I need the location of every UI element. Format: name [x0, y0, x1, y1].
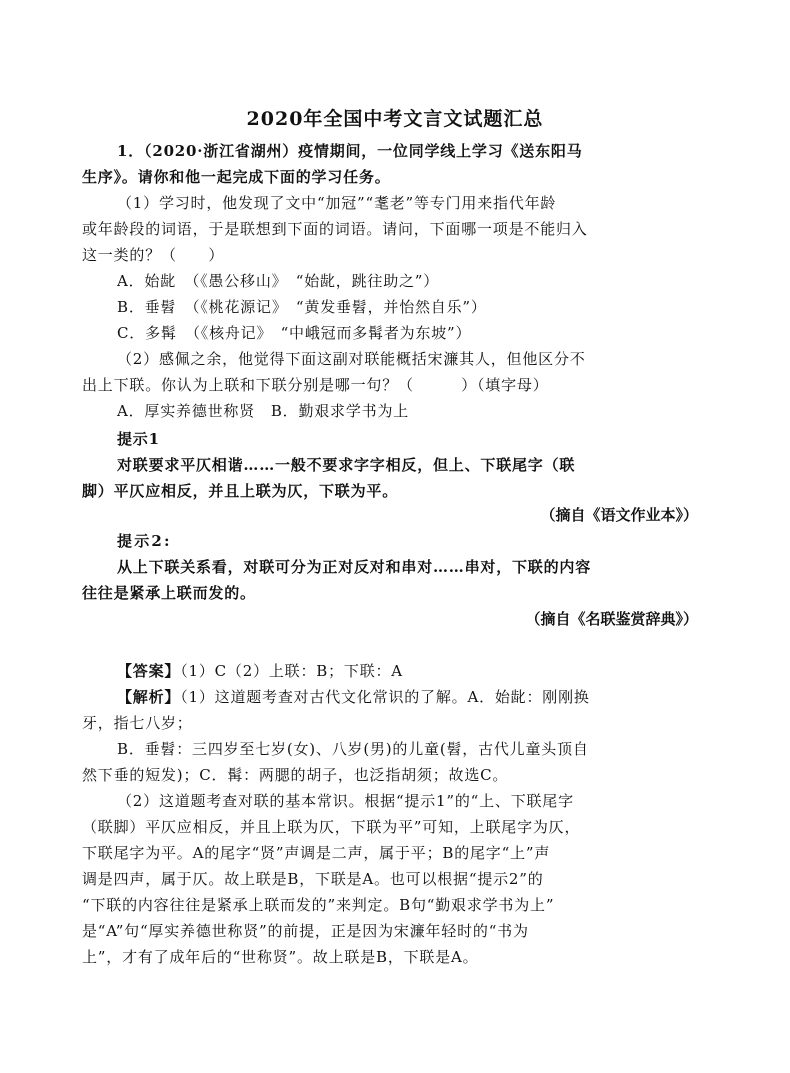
question-stem-line-2: 生序》。请你和他一起完成下面的学习任务。	[82, 168, 391, 186]
option-b: B．垂髫 （《桃花源记》 “黄发垂髫，并怡然自乐”）	[117, 298, 487, 316]
analysis-line-2: 牙，指七八岁；	[82, 714, 193, 732]
analysis-line-6: （联脚）平仄应相反，并且上联为仄，下联为平”可知，上联尾字为仄，	[82, 818, 581, 836]
hint2-source: （摘自《名联鉴赏辞典》）	[525, 610, 698, 628]
part1-line-3: 这一类的？（ ）	[82, 246, 225, 264]
analysis-line-3: B．垂髫：三四岁至七岁(女)、八岁(男)的儿童(髫，古代儿童头顶自	[117, 740, 589, 758]
analysis-line-1	[117, 686, 590, 708]
analysis-line-9: “下联的内容往往是紧承上联而发的”来判定。B句“勤艰求学书为上”	[82, 896, 555, 914]
part2-line-2: 出上下联。你认为上联和下联分别是哪一句？（ ）（填字母）	[82, 376, 549, 394]
analysis-line-8: 调是四声，属于仄。故上联是B，下联是A。也可以根据“提示2”的	[82, 870, 544, 888]
option-c: C．多髯 （《核舟记》 “中峨冠而多髯者为东坡”）	[117, 324, 472, 342]
hint1-source: （摘自《语文作业本》）	[540, 506, 698, 524]
hint2-label: 提示2:	[117, 532, 172, 550]
analysis-text-1: （1）这道题考查对古代文化常识的了解。A．始龀：刚刚换	[180, 688, 590, 706]
hint1-line-2: 脚）平仄应相反，并且上联为仄，下联为平。	[82, 482, 399, 500]
question-stem-line-1: 1．（2020·浙江省湖州）疫情期间，一位同学线上学习《送东阳马	[117, 142, 583, 160]
part2-line-1: （2）感佩之余，他觉得下面这副对联能概括宋濂其人，但他区分不	[117, 350, 586, 368]
answer-text: （1）C（2）上联：B；下联：A	[180, 662, 403, 680]
hint2-line-2: 往往是紧承上联而发的。	[82, 584, 256, 602]
hint1-label: 提示1	[117, 430, 160, 448]
option-a: A．始龀 （《愚公移山》 “始龀，跳往助之”）	[117, 272, 440, 290]
answer-line	[117, 660, 403, 682]
hint1-line-1: 对联要求平仄相谐……一般不要求字字相反，但上、下联尾字（联	[117, 456, 576, 474]
analysis-label: 【解析】	[117, 688, 181, 706]
hint2-line-1: 从上下联关系看，对联可分为正对反对和串对……串对，下联的内容	[117, 558, 592, 576]
analysis-line-4: 然下垂的短发)；C．髯：两腮的胡子，也泛指胡须；故选C。	[82, 766, 509, 784]
analysis-line-11: 上”，才有了成年后的“世称贤”。故上联是B，下联是A。	[82, 948, 479, 966]
analysis-line-5: （2）这道题考查对联的基本常识。根据“提示1”的“上、下联尾字	[117, 792, 574, 810]
part2-options: A．厚实养德世称贤 B．勤艰求学书为上	[117, 402, 410, 420]
part1-line-2: 或年龄段的词语，于是联想到下面的词语。请问，下面哪一项是不能归入	[82, 220, 588, 238]
part1-line-1: （1）学习时，他发现了文中“加冠”“耄老”等专门用来指代年龄	[117, 194, 557, 212]
analysis-line-10: 是“A”句“厚实养德世称贤”的前提，正是因为宋濂年轻时的“书为	[82, 922, 529, 940]
analysis-line-7: 下联尾字为平。A的尾字“贤”声调是二声，属于平；B的尾字“上”声	[82, 844, 551, 862]
document-title: 2020年全国中考文言文试题汇总	[246, 108, 544, 130]
answer-label: 【答案】	[117, 662, 181, 680]
